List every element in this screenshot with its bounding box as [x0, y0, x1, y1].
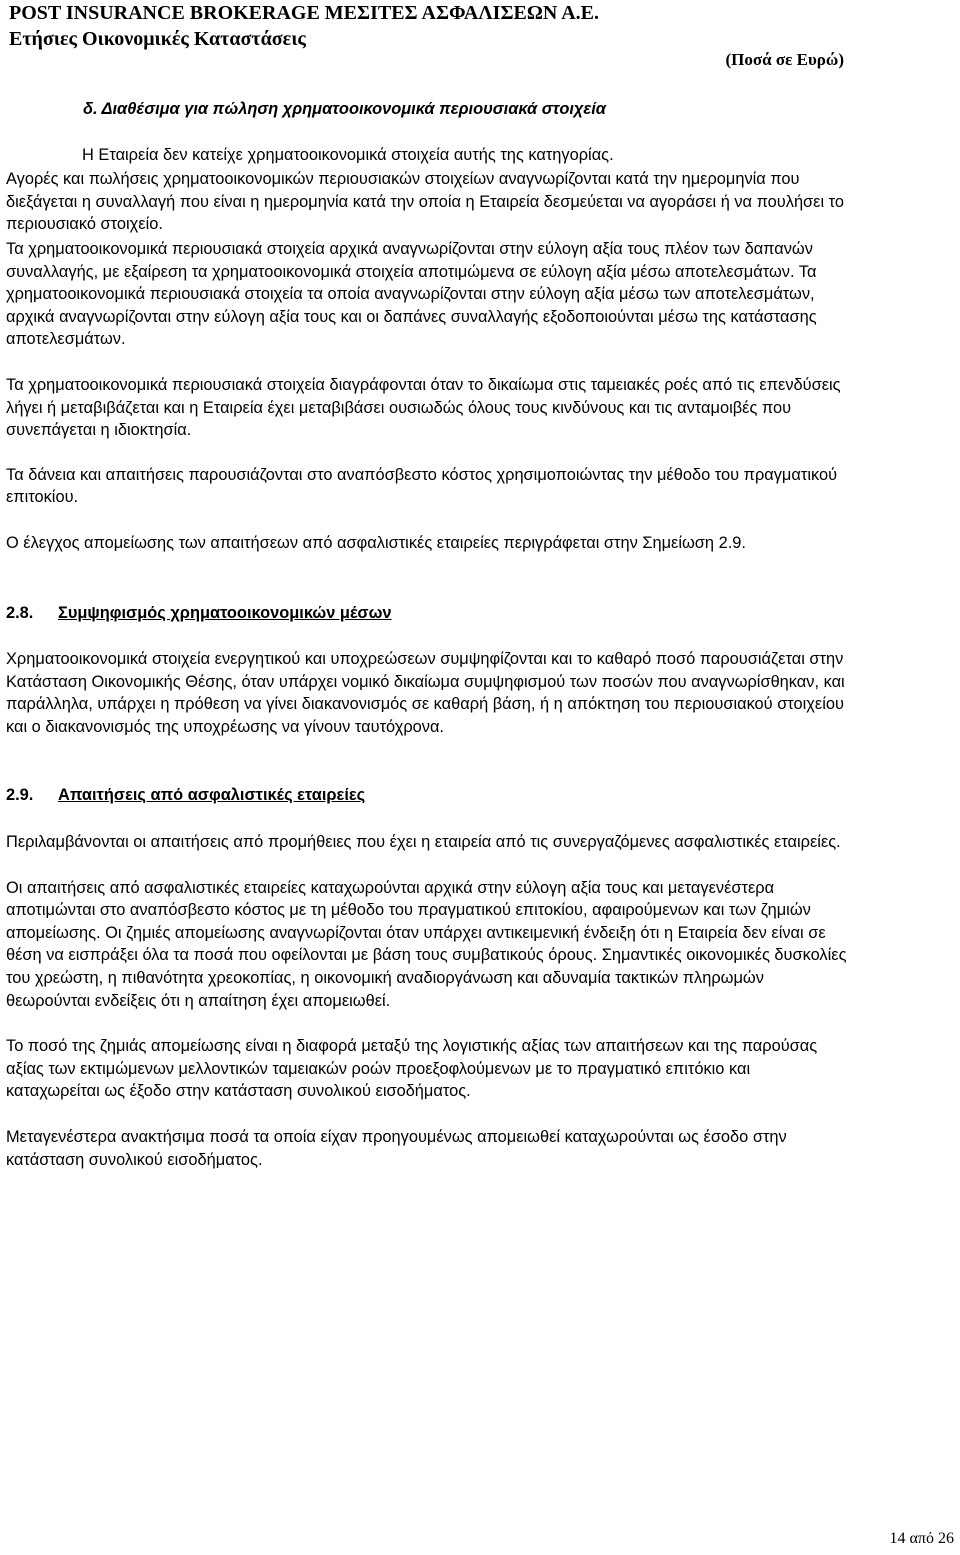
- subsection-d-text: Η Εταιρεία δεν κατείχε χρηματοοικονομικά στοιχεία αυτής της κατηγορίας.: [82, 145, 614, 164]
- page-number: 14 από 26: [889, 1530, 954, 1547]
- section-2-9-number: 2.9.: [6, 786, 34, 805]
- section-2-9-heading: [6, 784, 848, 807]
- section-2-9-title: Απαιτήσεις από ασφαλιστικές εταιρείες: [58, 786, 366, 805]
- paragraph-loans: Τα δάνεια και απαιτήσεις παρουσιάζονται στο αναπόσβεστο κόστος χρησιμοποιώντας την μέθοδο του πραγματικού επιτοκίου.: [6, 465, 838, 507]
- company-name: POST INSURANCE BROKERAGE ΜΕΣΙΤΕΣ ΑΣΦΑΛΙΣΕΩΝ Α.Ε.: [9, 2, 600, 24]
- amounts-note: (Ποσά σε Ευρώ): [725, 50, 844, 69]
- paragraph-purchases: Αγορές και πωλήσεις χρηματοοικονομικών περιουσιακών στοιχείων αναγνωρίζονται κατά την ημερομηνία που διεξάγεται η συναλλαγή που είναι η ημερομηνία κατά την οποία η Εταιρεία δεσμεύεται να αγοράσει ή να πουλήσει το περιουσιακό στοιχείο.: [6, 170, 845, 234]
- paragraph-recoveries: Μεταγενέστερα ανακτήσιμα ποσά τα οποία είχαν προηγουμένως απομειωθεί καταχωρούνται ως έσοδο στην κατάσταση συνολικού εισοδήματος.: [6, 1128, 787, 1169]
- section-2-8-number: 2.8.: [6, 603, 34, 622]
- section-2-8-heading: [6, 602, 848, 625]
- paragraph-initial-recognition: Τα χρηματοοικονομικά περιουσιακά στοιχεία αρχικά αναγνωρίζονται στην εύλογη αξία τους πλέον των δαπανών συναλλαγής, με εξαίρεση τα χρηματοοικονομικά στοιχεία αποτιμώμενα σε εύλογη αξία μέσω αποτελεσμάτων. Τα χρηματοοικονομικά περιουσιακά στοιχεία τα οποία αναγνωρίζονται στην εύλογη αξία μέσω των αποτελεσμάτων, αρχικά αναγνωρίζονται στην εύλογη αξία τους και οι δαπάνες συναλλαγής εξοδοποιούνται μέσω της κατάστασης αποτελεσμάτων.: [6, 239, 817, 349]
- paragraph-impairment-reference: Ο έλεγχος απομείωσης των απαιτήσεων από ασφαλιστικές εταιρείες περιγράφεται στην Σημείωση 2.9.: [6, 533, 746, 552]
- document-body: [6, 98, 848, 1171]
- paragraph-derecognition: Τα χρηματοοικονομικά περιουσιακά στοιχεία διαγράφονται όταν το δικαίωμα στις ταμειακές ροές από τις επενδύσεις λήγει ή μεταβιβάζεται και η Εταιρεία έχει μεταβιβάσει ουσιωδώς όλους τους κινδύνους και τις ανταμοιβές που συνεπάγεται η ιδιοκτησία.: [6, 375, 841, 440]
- paragraph-offsetting: Χρηματοοικονομικά στοιχεία ενεργητικού και υποχρεώσεων συμψηφίζονται και το καθαρό ποσό παρουσιάζεται στην Κατάσταση Οικονομικής Θέσης, όταν υπάρχει νομικό δικαίωμα συμψηφισμού των ποσών που αναγνωρίσθηκαν, και παράλληλα, υπάρχει η πρόθεση να γίνει διακανονισμός σε καθαρή βάση, ή η απόκτηση του περιουσιακού στοιχείου και ο διακανονισμός της υποχρέωσης να γίνουν ταυτόχρονα.: [6, 650, 845, 736]
- paragraph-receivables-included: Περιλαμβάνονται οι απαιτήσεις από προμήθειες που έχει η εταιρεία από τις συνεργαζόμενες ασφαλιστικές εταιρείες.: [6, 833, 841, 852]
- subsection-d-title: δ. Διαθέσιμα για πώληση χρηματοοικονομικά περιουσιακά στοιχεία: [83, 100, 606, 118]
- section-2-8-title: Συμψηφισμός χρηματοοικονομικών μέσων: [58, 603, 392, 622]
- paragraph-receivables-measurement: Οι απαιτήσεις από ασφαλιστικές εταιρείες καταχωρούνται αρχικά στην εύλογη αξία τους και μεταγενέστερα αποτιμώνται στο αναπόσβεστο κόστος με τη μέθοδο του πραγματικού επιτοκίου, αφαιρούμενων και των ζημιών απομείωσης. Οι ζημιές απομείωσης αναγνωρίζονται όταν υπάρχει αντικειμενική ένδειξη ότι η Εταιρεία δεν είναι σε θέση να εισπράξει όλα τα ποσά που οφείλονται με βάση τους συμβατικούς όρους. Σημαντικές οικονομικές δυσκολίες του χρεώστη, η πιθανότητα χρεοκοπίας, η οικονομική αναδιοργάνωση και αδυναμία τακτικών πληρωμών θεωρούνται ενδείξεις ότι η απαίτηση έχει απομειωθεί.: [6, 878, 847, 1010]
- statement-title: Ετήσιες Οικονομικές Καταστάσεις: [9, 28, 306, 50]
- paragraph-impairment-amount: Το ποσό της ζημιάς απομείωσης είναι η διαφορά μεταξύ της λογιστικής αξίας των απαιτήσεων και της παρούσας αξίας των εκτιμώμενων μελλοντικών ταμειακών ροών προεξοφλούμενων με το πραγματικό επιτόκιο και καταχωρείται ως έξοδο στην κατάσταση συνολικού εισοδήματος.: [6, 1037, 818, 1101]
